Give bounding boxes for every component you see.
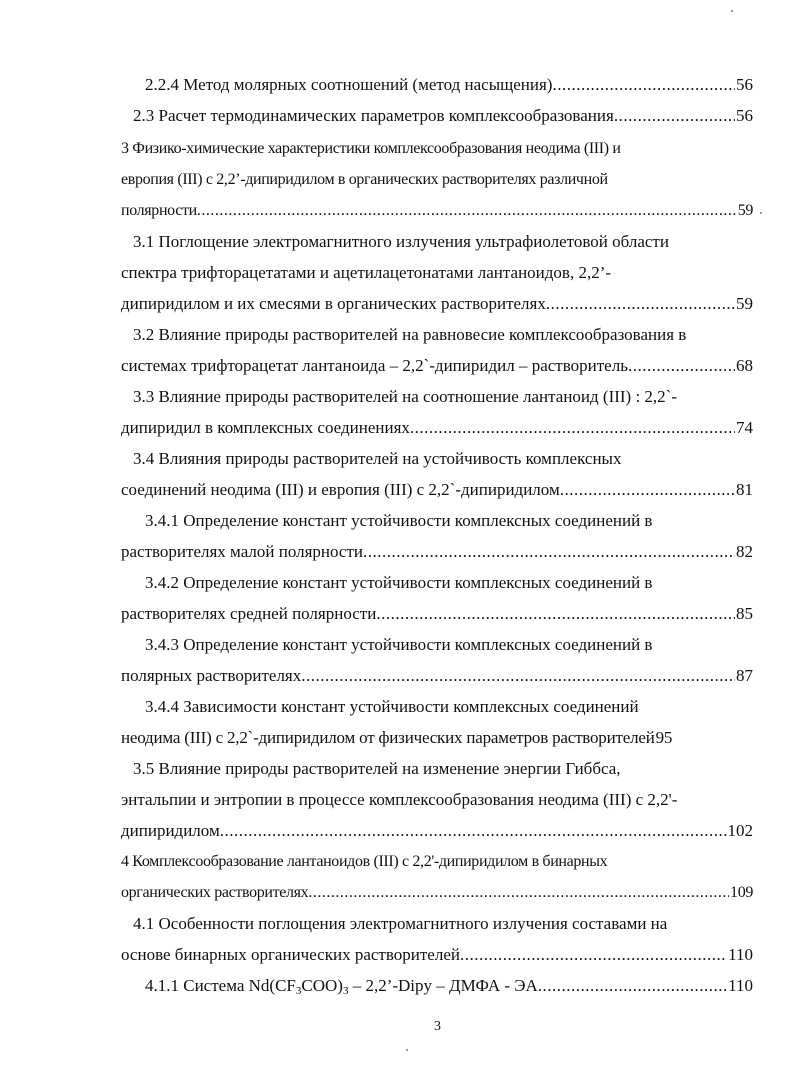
toc-page-number: 82 xyxy=(736,542,753,561)
formula-part: 4.1.1 Система Nd(CF xyxy=(145,976,296,995)
toc-entry-title: полярных растворителях xyxy=(121,666,302,685)
toc-entry-title: 2.2.4 Метод молярных соотношений (метод насыщения) xyxy=(145,75,553,94)
toc-entry-4 xyxy=(121,883,753,903)
formula-part: – 2,2’-Dipy – ДМФА - ЭА xyxy=(348,976,538,995)
toc-entry-3-4-3 xyxy=(121,666,753,686)
dot-leader xyxy=(197,201,737,221)
toc-page-number: 87 xyxy=(736,666,753,685)
toc-entry-title: соединений неодима (III) и европия (III) с 2,2`-дипиридилом xyxy=(121,480,560,499)
toc-entry-3-5 xyxy=(121,821,753,841)
scan-speck xyxy=(406,1049,408,1051)
toc-entry-title: дипиридилом и их смесями в органических растворителях xyxy=(121,294,546,313)
toc-entry-title: 2.3 Расчет термодинамических параметров комплексообразования xyxy=(133,106,614,125)
scan-speck xyxy=(731,10,733,12)
toc-entry-3-1 xyxy=(121,294,753,314)
dot-leader xyxy=(552,75,735,95)
dot-leader xyxy=(538,976,727,996)
toc-page-number: 95 xyxy=(655,728,673,747)
toc-entry-title: неодима (III) с 2,2`-дипиридилом от физических параметров растворителей xyxy=(121,728,655,747)
toc-entry-3-4-1-line-1: 3.4.1 Определение констант устойчивости комплексных соединений в xyxy=(145,511,653,530)
toc-entry-3-4-4 xyxy=(121,728,753,748)
toc-entry-3-line-1: 3 Физико-химические характеристики комплексообразования неодима (III) и xyxy=(121,140,621,157)
toc-entry-title xyxy=(145,976,538,996)
toc-entry-3-4-2 xyxy=(121,604,753,624)
toc-entry-4-1-1 xyxy=(145,976,753,996)
toc-entry-4-line-1: 4 Комплексообразование лантаноидов (III) с 2,2'-дипиридилом в бинарных xyxy=(121,853,608,870)
toc-page-number: 109 xyxy=(730,884,753,901)
toc-page-number: 81 xyxy=(736,480,753,499)
toc-page-number: 74 xyxy=(736,418,753,437)
dot-leader xyxy=(301,666,735,686)
toc-entry-3-5-line-2: энтальпии и энтропии в процессе комплексообразования неодима (III) с 2,2'- xyxy=(121,790,678,809)
toc-entry-3-4-2-line-1: 3.4.2 Определение констант устойчивости комплексных соединений в xyxy=(145,573,653,592)
toc-entry-3-4-4-line-1: 3.4.4 Зависимости констант устойчивости комплексных соединений xyxy=(145,697,639,716)
dot-leader xyxy=(363,542,735,562)
toc-page-number: 85 xyxy=(736,604,753,623)
toc-entry-3-4-line-1: 3.4 Влияния природы растворителей на устойчивость комплексных xyxy=(133,449,622,468)
toc-entry-title: растворителях малой полярности xyxy=(121,542,363,561)
dot-leader xyxy=(220,821,727,841)
formula-part: COO) xyxy=(301,976,343,995)
toc-entry-3-2 xyxy=(121,356,753,376)
toc-page-number: 110 xyxy=(728,976,753,995)
toc-entry-2-2-4 xyxy=(145,75,753,95)
toc-entry-3-1-line-1: 3.1 Поглощение электромагнитного излучения ультрафиолетовой области xyxy=(133,232,669,251)
toc-entry-3-line-2: европия (III) с 2,2’-дипиридилом в органических растворителях различной xyxy=(121,171,608,188)
dot-leader xyxy=(560,480,735,500)
dot-leader xyxy=(546,294,735,314)
dot-leader xyxy=(308,883,729,903)
toc-entry-3-4-3-line-1: 3.4.3 Определение констант устойчивости комплексных соединений в xyxy=(145,635,653,654)
dot-leader xyxy=(628,356,735,376)
toc-entry-3-2-line-1: 3.2 Влияние природы растворителей на равновесие комплексообразования в xyxy=(133,325,687,344)
toc-entry-title: полярности xyxy=(121,202,197,219)
toc-entry-title: основе бинарных органических растворителей xyxy=(121,945,460,964)
toc-entry-4-1-line-1: 4.1 Особенности поглощения электромагнитного излучения составами на xyxy=(133,914,668,933)
toc-page-number: 102 xyxy=(727,821,753,840)
toc-entry-2-3 xyxy=(133,106,753,126)
toc-entry-3-1-line-2: спектра трифторацетатами и ацетилацетонатами лантаноидов, 2,2’- xyxy=(121,263,612,282)
toc-entry-title: дипиридил в комплексных соединениях xyxy=(121,418,410,437)
scan-speck xyxy=(760,212,762,214)
toc-entry-title: растворителях средней полярности xyxy=(121,604,377,623)
toc-page-number: 68 xyxy=(736,356,753,375)
toc-page-number: 56 xyxy=(736,75,753,94)
toc-entry-3-3 xyxy=(121,418,753,438)
dot-leader xyxy=(410,418,735,438)
toc-page-number: 59 xyxy=(736,294,753,313)
dot-leader xyxy=(460,945,727,965)
dot-leader xyxy=(614,106,735,126)
formula-subscript: 3 xyxy=(295,985,302,997)
toc-entry-title: системах трифторацетат лантаноида – 2,2`-дипиридил – растворитель xyxy=(121,356,628,375)
toc-page-number: 56 xyxy=(736,106,753,125)
dot-leader xyxy=(376,604,735,624)
toc-entry-title: органических растворителях xyxy=(121,884,309,901)
toc-page-number: 110 xyxy=(728,945,753,964)
toc-entry-3-5-line-1: 3.5 Влияние природы растворителей на изменение энергии Гиббса, xyxy=(133,759,621,778)
page-number: 3 xyxy=(434,1019,441,1034)
toc-page-number: 59 xyxy=(737,202,753,219)
toc-entry-3-4 xyxy=(121,480,753,500)
toc-entry-title: дипиридилом xyxy=(121,821,220,840)
toc-entry-3-3-line-1: 3.3 Влияние природы растворителей на соотношение лантаноид (III) : 2,2`- xyxy=(133,387,678,406)
toc-entry-3 xyxy=(121,201,753,221)
toc-entry-4-1 xyxy=(121,945,753,965)
toc-entry-3-4-1 xyxy=(121,542,753,562)
formula-subscript: 3 xyxy=(342,985,349,997)
